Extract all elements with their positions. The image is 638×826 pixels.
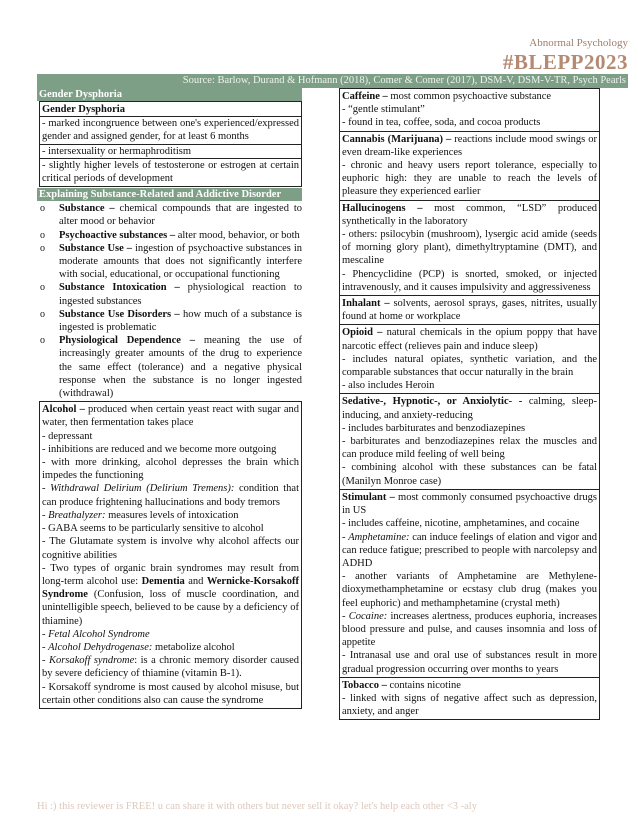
subject-label: Abnormal Psychology: [529, 37, 628, 49]
definition-item: [37, 202, 302, 228]
alcohol-line: and: [184, 575, 207, 587]
opioid-box: [339, 325, 600, 394]
definition-text: meaning the use of increasingly greater amounts of the drug to experience the same effect (tolerance) and a negative physical response when the substance is no longer ingested (withdrawal): [59, 335, 302, 400]
stimulant-line: - Intranasal use and oral use of substances result in more gradual progression occurring over months to years: [342, 650, 597, 675]
korsakoff-term: Korsakoff syndrome: [48, 655, 135, 667]
alcohol-line: - The Glutamate system is involve why alcohol affects our cognitive abilities: [42, 536, 299, 561]
definition-item: [37, 308, 302, 334]
hallucinogens-title: Hallucinogens –: [342, 202, 423, 214]
tobacco-box: [339, 678, 600, 721]
alcohol-line: - Two types of organic brain syndromes may result from long-term alcohol use:: [42, 562, 299, 587]
alcohol-line: - inhibitions are reduced and we become more outgoing: [42, 443, 277, 455]
dementia-term: Dementia: [141, 575, 185, 587]
caffeine-box: [339, 88, 600, 132]
footer-note: Hi :) this reviewer is FREE! u can share it with others but never sell it okay? let's help each other <3 -aly: [37, 801, 477, 812]
alcohol-box: Alcohol – produced when certain yeast react with sugar and water, then fermentation takes place - depressant - inhibitions are reduced and we become more outgoing - with more drinking, alcohol depresses the brain which impedes the functioning - Withdrawal Delirium (Delirium Tremens): condition that can produce frightening hallucinations and body tremors - Breathalyzer: measures levels of intoxication - GABA seems to be particularly sensitive to alcohol - The Glutamate system is involve why alcohol affects our cognitive abilities - Two types of organic brain syndromes may result from long-term alcohol use: Dementia and Wernicke-Korsakoff Syndrome (Confusion, loss of muscle coordination, and unintelligible speech, believed to be cause by a deficiency of thiamine) - Fetal Alcohol Syndrome - Alcohol Dehydrogenase: metabolize alcohol - Korsakoff syndrome: is a chronic memory disorder caused by severe deficiency of thiamine (vitamin B-1). - Korsakoff syndrome is most caused by alcohol misuse, but certain other conditions also can cause the syndrome: [39, 401, 302, 709]
stimulant-intro: most commonly consumed psychoactive drugs in US: [342, 491, 597, 517]
cannabis-intro: reactions include mood swings or even dream-like experiences: [342, 133, 598, 158]
withdrawal-term: Withdrawal Delirium (Delirium Tremens):: [50, 483, 235, 495]
breathalyzer-term: Breathalyzer:: [48, 509, 106, 521]
inhalant-title: Inhalant –: [342, 298, 390, 310]
definition-term: Psychoactive substances –: [59, 229, 176, 241]
definition-text: ingestion of psychoactive substances in moderate amounts that does not significantly interfere with social, educational, or occupational functioning: [59, 242, 302, 281]
opioid-line: - includes natural opiates, synthetic variation, and the comparable substances that occur naturally in the brain: [342, 353, 597, 379]
stimulant-box: Stimulant – most commonly consumed psychoactive drugs in US - includes caffeine, nicotine, amphetamines, and cocaine - Amphetamine: can induce feelings of elation and vigor and can reduce fatigue; prescribed to people with narcolepsy and ADHD - another variants of Amphetamine are Methylene-dioxymethamphetamine or ecstasy club drug (makes you feel euphoric) and methamphetamine (crystal meth) - Cocaine: increases alertness, produces euphoria, increases blood pressure and pulse, and causes insomnia and loss of appetite - Intranasal use and oral use of substances result in more gradual progression occurring over months to years: [339, 490, 600, 678]
amphetamine-term: Amphetamine:: [348, 531, 410, 543]
alcohol-line: - depressant: [42, 430, 93, 442]
caffeine-intro: most common psychoactive substance: [387, 91, 552, 102]
stimulant-line: increases alertness, produces euphoria, increases blood pressure and pulse, and causes insomnia and loss of appetite: [342, 610, 597, 649]
tobacco-line: - linked with signs of negative affect such as depression, anxiety, and anger: [342, 692, 597, 718]
source-banner: Source: Barlow, Durand & Hofmann (2018), Comer & Comer (2017), DSM-V, DSM-V-TR, Psych Pearls: [37, 74, 628, 88]
definition-text: chemical compounds that are ingested to alter mood or behavior: [59, 203, 303, 228]
alcohol-line: : is a chronic memory disorder caused by severe deficiency of thiamine (vitamin B-1).: [42, 655, 299, 680]
caffeine-title: Caffeine –: [342, 91, 388, 102]
definition-term: Substance –: [59, 203, 115, 215]
opioid-title: Opioid –: [342, 327, 383, 339]
wernicke-term: Wernicke-Korsakoff Syndrome: [42, 575, 299, 601]
cannabis-title: Cannabis (Marijuana) –: [342, 133, 452, 145]
caffeine-line: - “gentle stimulant”: [342, 104, 425, 116]
definition-item: [37, 281, 302, 307]
tobacco-title: Tobacco –: [342, 679, 387, 691]
sedative-line: - includes barbiturates and benzodiazepines: [342, 422, 526, 434]
sedative-title: Sedative-, Hypnotic-, or Anxiolytic- -: [342, 396, 523, 408]
left-column: [37, 88, 302, 709]
gd-line: - intersexuality or hermaphroditism: [40, 144, 301, 158]
hashtag-title: #BLEPP2023: [502, 50, 628, 74]
cannabis-box: [339, 132, 600, 201]
alcohol-line: metabolize alcohol: [152, 641, 235, 653]
hallucinogens-box: [339, 201, 600, 296]
definition-term: Physiological Dependence –: [59, 335, 196, 347]
stimulant-line: - includes caffeine, nicotine, amphetamines, and cocaine: [342, 518, 580, 530]
alcohol-line: - with more drinking, alcohol depresses the brain which impedes the functioning: [42, 457, 299, 482]
tobacco-intro: contains nicotine: [386, 679, 461, 691]
definition-term: Substance Use –: [59, 242, 133, 254]
definition-item: [37, 229, 302, 242]
gender-dysphoria-bar: Gender Dysphoria: [37, 88, 302, 101]
opioid-line: - also includes Heroin: [342, 380, 435, 392]
definitions-list: [37, 202, 302, 400]
definition-text: how much of a substance is ingested is problematic: [59, 308, 302, 334]
dehydrogenase-term: Alcohol Dehydrogenase:: [48, 641, 153, 653]
stimulant-line: - another variants of Amphetamine are Methylene-dioxymethamphetamine or ecstasy club drug (makes you feel euphoric) and methamphetamine (crystal meth): [342, 571, 597, 609]
sedative-intro: calming, sleep-inducing, and anxiety-reducing: [342, 396, 597, 421]
hallucinogens-line: - Phencyclidine (PCP) is snorted, smoked, or injected intravenously, and it causes impulsivity and aggressiveness: [342, 268, 597, 293]
right-column: [339, 88, 600, 720]
sedative-line: - barbiturates and benzodiazepines relax the muscles and can produce mild feeling of well being: [342, 436, 597, 461]
alcohol-line: condition that can produce frightening hallucinations and body tremors: [42, 483, 299, 508]
alcohol-line: (Confusion, loss of muscle coordination, and unintelligible speech, believed to be cause by a deficiency of thiamine): [42, 589, 299, 627]
alcohol-title: Alcohol –: [42, 404, 85, 416]
sedative-line: - combining alcohol with these substances can be fatal (Manilyn Monroe case): [342, 462, 597, 487]
sedative-box: [339, 394, 600, 489]
cannabis-line: - chronic and heavy users report tolerance, especially to euphoric high: they are unable to reach the levels of pleasure they experienced earlier: [342, 160, 597, 198]
definition-text: physiological reaction to ingested substances: [59, 282, 303, 307]
gender-dysphoria-title: Gender Dysphoria: [40, 103, 301, 117]
definition-item: [37, 242, 302, 282]
hallucinogens-line: - others: psilocybin (mushroom), lysergic acid amide (seeds of morning glory plant), dimethyltryptamine (DMT), and mescaline: [342, 229, 597, 267]
definition-item: [37, 334, 302, 400]
alcohol-line: measures levels of intoxication: [105, 509, 239, 521]
definition-term: Substance Intoxication –: [59, 282, 180, 294]
gd-line: - marked incongruence between one's experienced/expressed gender and assigned gender, for at least 6 months: [42, 118, 299, 143]
cocaine-term: Cocaine:: [348, 610, 388, 622]
alcohol-intro: produced when certain yeast react with sugar and water, then fermentation takes place: [42, 404, 299, 429]
substance-section-bar: Explaining Substance-Related and Addictive Disorder: [37, 188, 302, 201]
caffeine-line: - found in tea, coffee, soda, and cocoa products: [342, 117, 541, 129]
alcohol-line: - GABA seems to be particularly sensitive to alcohol: [42, 523, 264, 535]
hallucinogens-intro: most common, “LSD” produced synthetically in the laboratory: [342, 202, 597, 227]
definition-term: Substance Use Disorders –: [59, 308, 180, 320]
gender-dysphoria-box: [39, 101, 302, 187]
fetal-alcohol-term: Fetal Alcohol Syndrome: [48, 628, 150, 640]
inhalant-intro: solvents, aerosol sprays, gases, nitrites, usually found at home or workplace: [342, 298, 597, 323]
stimulant-title: Stimulant –: [342, 491, 395, 503]
gd-line: - slightly higher levels of testosterone or estrogen at certain critical periods of development: [42, 159, 299, 185]
opioid-intro: natural chemicals in the opium poppy that have narcotic effect (relieves pain and induce sleep): [342, 327, 598, 352]
stimulant-line: can induce feelings of elation and vigor and can reduce fatigue; prescribed to people with narcolepsy and ADHD: [342, 531, 598, 569]
inhalant-box: [339, 296, 600, 325]
alcohol-line: - Korsakoff syndrome is most caused by alcohol misuse, but certain other conditions also can cause the syndrome: [42, 681, 299, 706]
definition-text: alter mood, behavior, or both: [175, 229, 300, 241]
